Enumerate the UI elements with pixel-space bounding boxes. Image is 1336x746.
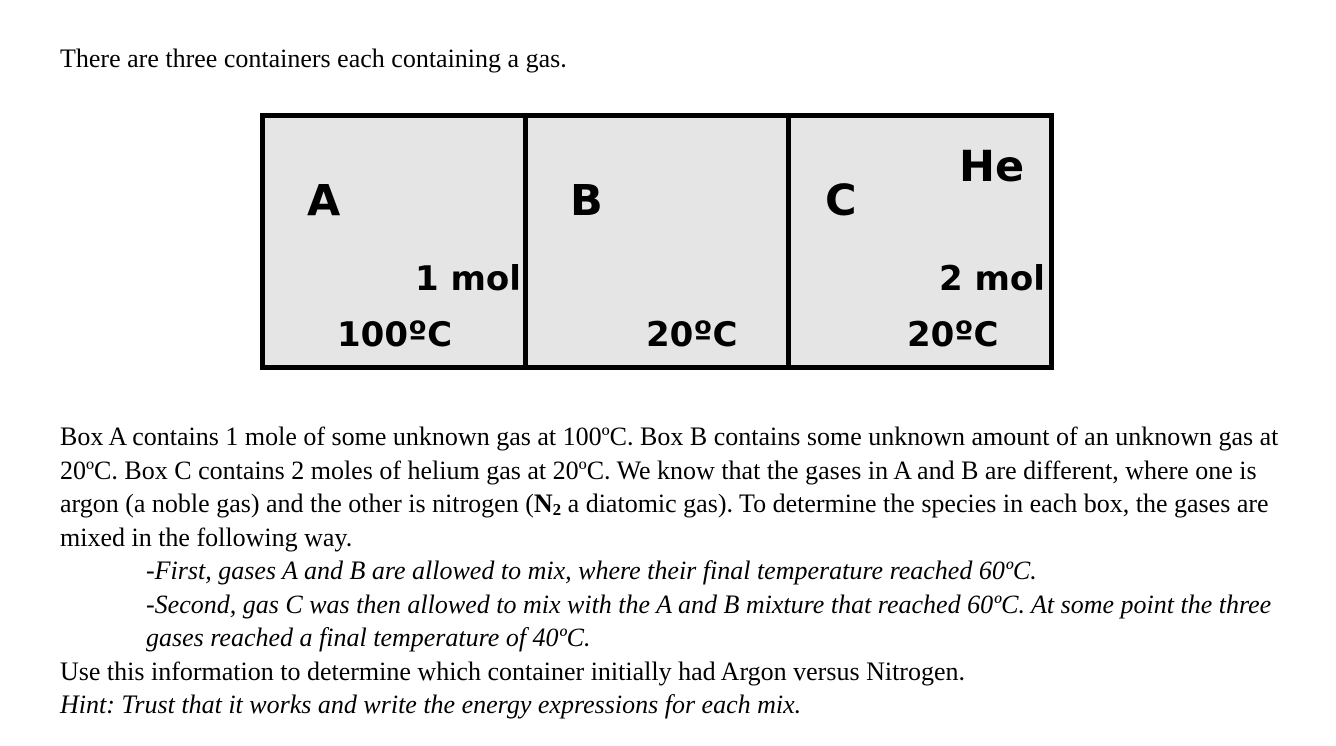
container-c-moles: 2 mol (939, 259, 1045, 299)
hint-text: Hint: Trust that it works and write the energy expressions for each mix. (60, 690, 802, 719)
container-c (791, 118, 1049, 365)
question-text: Use this information to determine which container initially had Argon versus Nitrogen. (60, 656, 965, 686)
step-second: -Second, gas C was then allowed to mix with the A and B mixture that reached 60ºC. At some point the three gases reached a final temperature of 40ºC. (146, 589, 1272, 652)
problem-paragraph (60, 420, 1300, 554)
container-c-temperature: 20ºC (907, 315, 999, 355)
container-a-temperature: 100ºC (337, 315, 453, 355)
intro-text: There are three containers each containing a gas. (60, 44, 567, 73)
container-b (528, 118, 791, 365)
paragraph-part-1: Box A contains 1 mole of some unknown gas at 100ºC. Box B contains some unknown amount of an unknown gas at 20ºC. Box C contains 2 moles of helium gas at 20ºC. We know that the gases in A and B are different, where one is argon (a noble gas) and the other is nitrogen ( (60, 422, 1279, 518)
container-b-temperature: 20ºC (646, 315, 738, 355)
step-first: -First, gases A and B are allowed to mix, where their final temperature reached 60ºC. (146, 556, 1037, 585)
nitrogen-formula: $N_2$ (533, 489, 562, 519)
container-a-moles: 1 mol (415, 259, 521, 299)
container-a-label: A (307, 176, 341, 226)
container-a (265, 118, 528, 365)
container-c-label: C (825, 176, 857, 226)
container-c-gas: He (959, 142, 1025, 192)
containers-diagram (260, 113, 1054, 370)
container-b-label: B (570, 176, 603, 226)
paragraph-part-2: a diatomic gas). To determine the species in each box, the gases are mixed in the following way. (60, 489, 1269, 552)
problem-text (60, 420, 1300, 722)
